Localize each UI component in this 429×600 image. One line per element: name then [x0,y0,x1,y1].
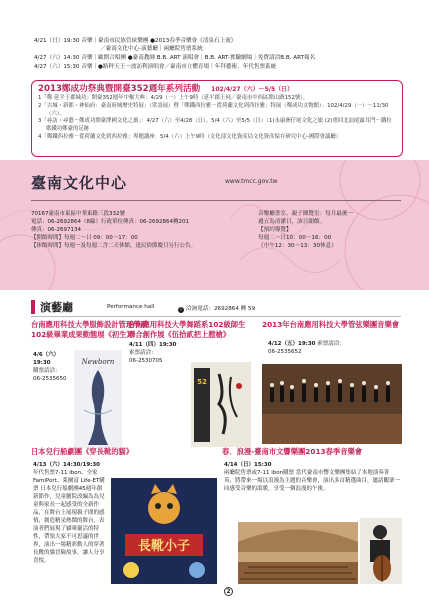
event-photo-cellist [360,518,402,584]
theatre-phone [178,304,255,313]
event-date: 4/13（六）14:30/19:30 [33,462,101,468]
event-ticket-label: 索票請洽： [317,341,345,347]
notice-line: 音樂廳書室、親子閱覽室：每月最後一 [258,211,354,217]
event-title: 台南應用科技大學服飾設計管理學系102級畢業成果動態展《初生》 [31,320,148,339]
notice-line: （中午12：30～13：30休息） [258,243,337,249]
schedule-item [34,37,404,53]
festival-date: 102/4/27（六）～5/5（日） [211,86,294,93]
center-address: 70167臺南市東區中華東路三段332號 [31,211,125,217]
center-notice [258,210,398,250]
open-label: 【開館時間】 [31,235,65,241]
closed-value: 每週一及每週二含二天休館，逢民俗節慶日另行公告。 [64,243,197,249]
event-title: 日本兒行船劇團《穿長靴的貓》 [31,447,134,456]
schedule-item [34,63,404,71]
center-fax: 傳真：06-2697134 [31,227,81,233]
event-date: 4/11（四）19:30 [129,342,177,348]
event-photo-dance [191,362,251,447]
event-info [33,351,73,383]
event-title: 台南應用科技大學舞蹈系102級師生聯合創作展《伍拾貳把上膛槍》 [128,320,246,339]
event-info [224,461,400,493]
photo-caption: 52 [197,378,207,386]
festival-title: 2013鄭成功祭典暨開臺352週年系列活動 [38,84,201,94]
divider [31,200,401,201]
event-photo-newborn [74,350,122,448]
festival-item: 4「鄭鐵西拉雅－從荷蘭文化到西拉雅」專題講座：5/4（六）上午9時（文化部文化資產局文化資產保存研究中心-國際會議廳） [38,133,342,140]
notice-line: 每週二～日10：00～16：00 [258,235,332,241]
theatre-phone-text: 洽詢電話：2692864 轉 59 [186,306,256,312]
festival-item: 1「鄭 延平王郡城功」開臺352週年中樞大典：4/29（一）上午9時（延平郡王祠／臺南市中西區開山路152號）。 [38,95,309,101]
festival-item: 2「古城・新都・神仙府：臺南府城歷史特展」（常設展）暨「鄭鐵西拉雅－從荷蘭文化到西拉雅」特展（鄭成功文物館）：102/4/29（一）～11/30（六）。 [38,102,389,117]
event-desc: 年代售票7-11 ibon、全家FamiPort、萊爾富 Life-ET購票 日本兒行船劇團45週年創新節作，兒童劇院改編為為兒童與家長一起感受的全新作品，在舞台上展現親子間的感情，創造精采熱鬧的舞台，表演者們展現了貓咪靈活的特性，帶領大家不可思議的世界，演出一場精彩動人的穿著長靴的貓冒險故事，讓人分享喜悅。 [33,470,105,564]
event-photo-orchestra [262,364,402,444]
event-info [129,341,189,365]
open-hours [31,234,231,242]
info-icon: i [178,307,184,313]
notice-line: 【預約導覽】 [258,227,292,233]
notice-line: 週五為清潔日，該日閉館。 [258,219,326,225]
event-tel: 06-2535650 [33,376,67,382]
event-date: 4/12（五）19:30 [268,341,316,347]
event-tel: 06-2530705 [129,358,163,364]
open-value: 每週二～日 09：00～17：00 [64,235,138,241]
center-name: 臺南文化中心 [31,174,128,192]
schedule-line: 4/27（六）14:30 音樂｜歐開合唱團 ●臺南教師 B.B. ART 演唱會｜B.B. ART-實驗劇場｜免費請洽B.B. ART報名 [34,55,316,61]
event-date: 4/14（日）15:30 [224,462,272,468]
event-date: 4/6（六）19:30 [33,352,60,366]
photo-caption: 長靴小子 [137,539,191,554]
event-desc: 兩廳院售票或7-11 ibon購票 當代臺南市響文樂團集結了本地演奏菁英，將帶來一場以浪漫為主題的音樂會，演出多首精選曲目，邀請觀眾一同感受音樂的溫暖，享受一個浪漫的午後。 [224,470,401,492]
closed-label: 【休館時間】 [31,243,65,249]
event-info [33,461,107,565]
festival-items [38,95,396,142]
theatre-name-en: Performance hall [107,304,155,310]
theatre-name: 演藝廳 [40,301,73,314]
section-marker [31,300,35,314]
closed-hours [31,242,231,250]
event-ticket-label: 購票請洽： [33,368,61,374]
center-contact [31,210,231,250]
schedule-line: 4/27（六）15:30 音樂｜●路秤天王一波訪利演唱會／臺南市立體育場｜年拜藝術、年代售票系統 [34,64,277,70]
photo-caption: Newborn [81,358,115,366]
event-title: 2013年台南應用科技大學管弦樂團音樂會 [262,320,400,329]
schedule-line: 4/21（日）19:30 音樂｜臺南市民族管絃樂團 ●2013春季音樂會《清泉石上流》 [34,38,237,44]
event-title: 春．浪漫-臺南市文響樂團2013春季音樂會 [222,447,363,456]
event-ticket-label: 索票請洽： [129,350,157,356]
event-tel: 06-2535652 [268,349,302,355]
event-photo-concert-hall [238,522,358,584]
event-date-ticket [268,340,398,348]
festival-item: 3「尋訪・尋藝－鄭成功開臺澤國文化之旅」：4/27（六）至4/28（日）、5/4（六）至5/5（日）（1)永康洲仔尾文化之旅 (2)重回北汕尾露耳門－鐵拉歌鐵功鄭臺的足跡 [38,118,392,133]
schedule-item [34,54,404,62]
page-number: 2 [224,587,233,596]
center-url[interactable]: www.tmcc.gov.tw [225,178,278,185]
schedule-list [34,37,404,72]
festival-box [31,80,403,157]
event-photo-puss-in-boots [111,478,217,584]
festival-heading [38,84,396,95]
schedule-sub: ／臺南文化中心-演藝廳｜兩廳院售票系統 [100,46,203,52]
center-phone: 電話：06-2692864（8線）行政單位傳真：06-2692864轉201 [31,219,189,225]
event-info [268,340,398,356]
divider [31,316,401,317]
